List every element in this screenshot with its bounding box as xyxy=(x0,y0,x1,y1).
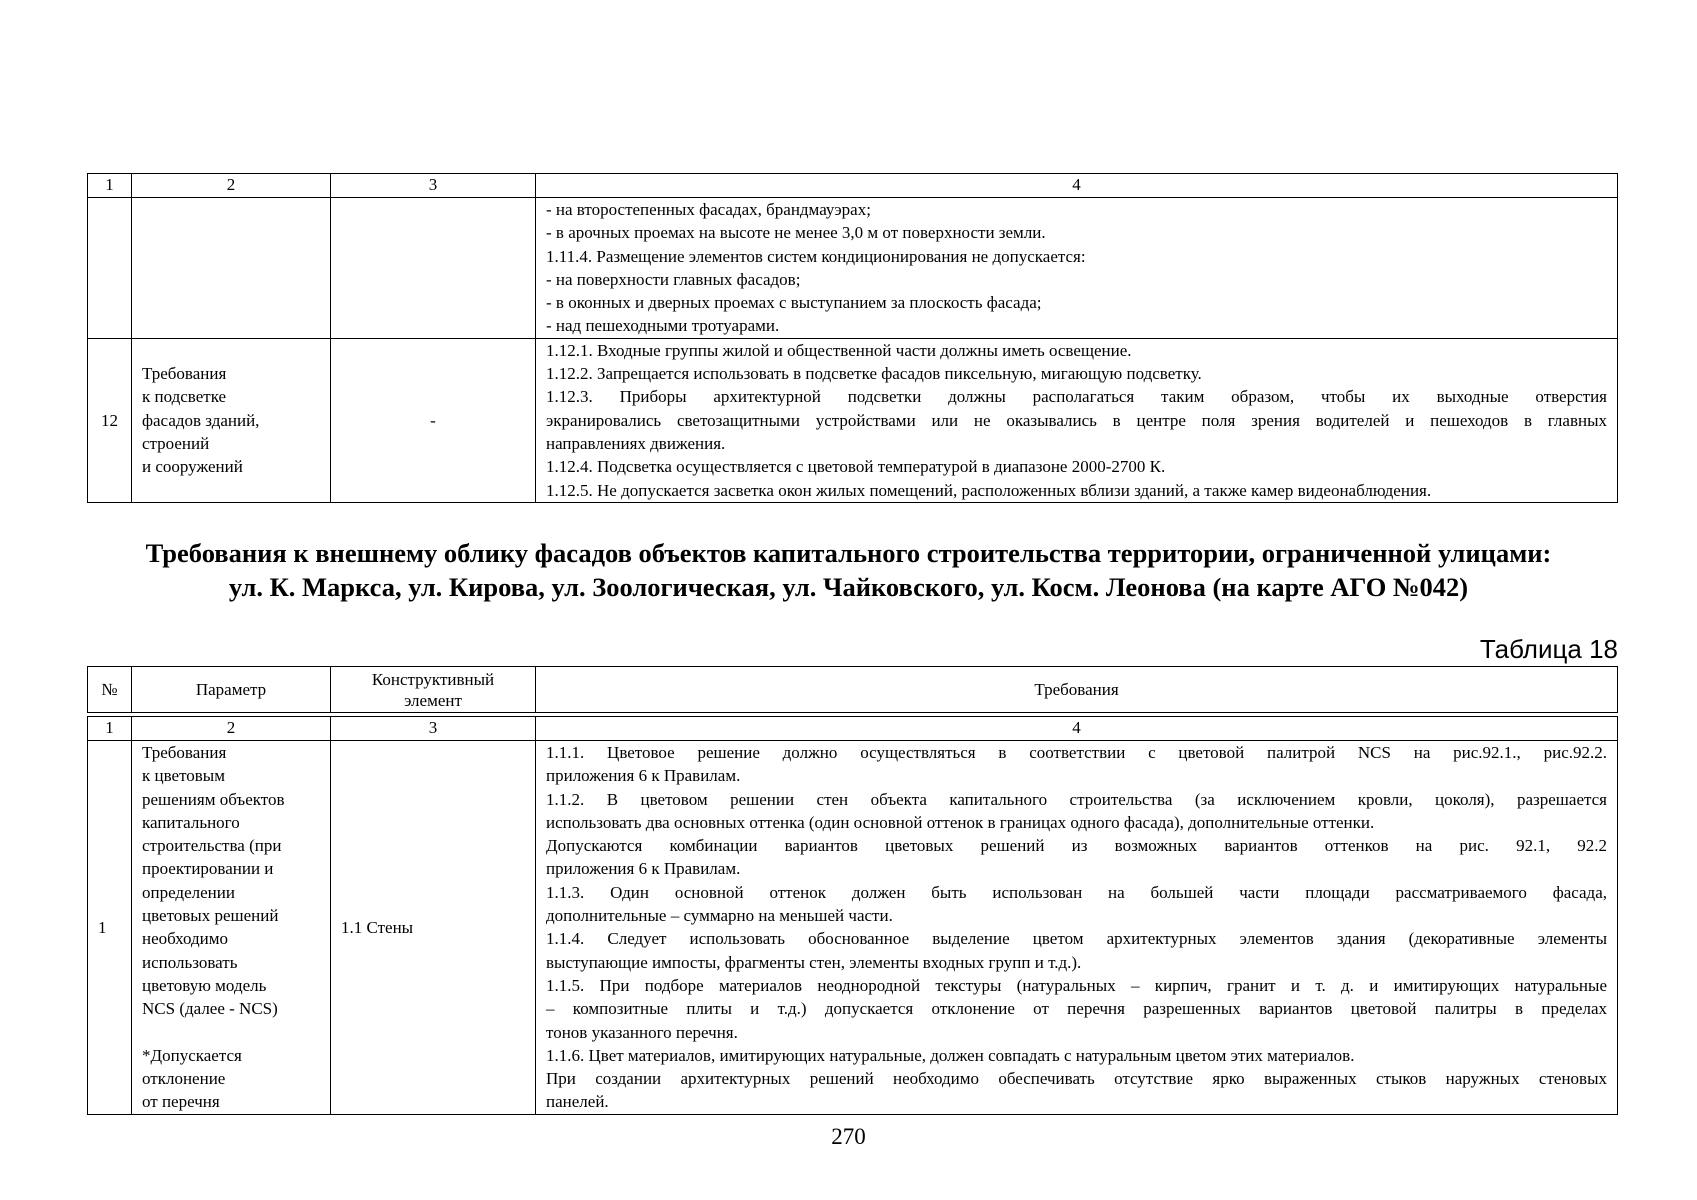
header-element xyxy=(331,667,536,713)
text-line: и сооружений xyxy=(142,457,243,477)
text-line: - на второстепенных фасадах, брандмауэрах; xyxy=(546,200,871,219)
col-number: 4 xyxy=(536,717,1618,741)
col-number: 2 xyxy=(132,174,331,198)
text-line: направлениях движения. xyxy=(546,433,726,453)
text-line: использовать два основных оттенка (один основной оттенок в границах одного фасада), дополнительные оттенки. xyxy=(546,812,1375,832)
header-param: Параметр xyxy=(132,667,331,713)
row-number: 12 xyxy=(88,338,132,502)
row-number: 1 xyxy=(88,741,132,1115)
text-line: строений xyxy=(142,433,210,453)
text-line: Требования xyxy=(142,743,227,762)
text-line: приложения 6 к Правилам. xyxy=(546,859,741,879)
text-line: При создании архитектурных решений необходимо обеспечивать отсутствие ярко выраженных стыков наружных стеновых xyxy=(546,1069,1607,1089)
text-line: дополнительные – суммарно на меньшей части. xyxy=(546,906,893,926)
header-num: № xyxy=(88,667,132,713)
text-line: 1.12.4. Подсветка осуществляется с цветовой температурой в диапазоне 2000-2700 К. xyxy=(546,457,1166,477)
text-line: – композитные плиты и т.д.) допускается отклонение от перечня разрешенных вариантов цветовой палитры в пределах xyxy=(546,999,1607,1019)
continued-table xyxy=(87,173,1618,503)
column-number-row xyxy=(88,174,1618,198)
text-line: тонов указанного перечня. xyxy=(546,1022,738,1042)
header-element-line: элемент xyxy=(404,690,462,710)
cell-empty xyxy=(331,198,536,339)
table-row-12 xyxy=(88,338,1618,502)
text-line: решениям объектов xyxy=(142,789,285,809)
cell-empty xyxy=(88,198,132,339)
text-line: использовать xyxy=(142,952,238,972)
text-line: - в оконных и дверных проемах с выступанием за плоскость фасада; xyxy=(546,293,1042,313)
text-line: выступающие импосты, фрагменты стен, элементы входных групп и т.д.). xyxy=(546,952,1082,972)
text-line: цветовых решений xyxy=(142,906,279,926)
text-line: 1.12.3. Приборы архитектурной подсветки должны располагаться таким образом, чтобы их выходные отверстия xyxy=(546,387,1607,407)
requirements-cell xyxy=(536,338,1618,502)
text-line: отклонение xyxy=(142,1069,226,1089)
text-line: 1.12.2. Запрещается использовать в подсветке фасадов пиксельную, мигающую подсветку. xyxy=(546,364,1202,384)
cell-empty xyxy=(132,198,331,339)
text-line: строительства (при xyxy=(142,836,282,856)
text-line: *Допускается xyxy=(142,1045,242,1065)
text-line: NCS (далее - NCS) xyxy=(142,999,278,1019)
text-line: 1.1.5. При подборе материалов неоднородной текстуры (натуральных – кирпич, гранит и т. д. и имитирующих натуральные xyxy=(546,975,1607,995)
text-line: Требования xyxy=(142,364,227,384)
col-number: 4 xyxy=(536,174,1618,198)
text-line: - над пешеходными тротуарами. xyxy=(546,316,780,336)
text-line: цветовую модель xyxy=(142,975,267,995)
page-number: 270 xyxy=(831,1124,866,1149)
text-line: 1.1.3. Один основной оттенок должен быть использован на большей части площади рассматриваемого фасада, xyxy=(546,882,1607,902)
text-line: 1.1.1. Цветовое решение должно осуществляться в соответствии с цветовой палитрой NCS на рис.92.1., рис.92.2. xyxy=(546,743,1607,762)
text-line: приложения 6 к Правилам. xyxy=(546,766,741,786)
parameter-cell xyxy=(132,338,331,502)
element-cell: - xyxy=(331,338,536,502)
requirements-cell xyxy=(536,198,1618,339)
text-line: к подсветке xyxy=(142,387,227,407)
text-line: проектировании и xyxy=(142,859,274,879)
text-line: определении xyxy=(142,882,235,902)
text-line: - на поверхности главных фасадов; xyxy=(546,269,801,289)
text-line xyxy=(142,1021,320,1044)
table-row-1 xyxy=(88,741,1618,1115)
text-line: Допускаются комбинации вариантов цветовых решений из возможных вариантов оттенков на рис. 92.1, 92.2 xyxy=(546,836,1607,856)
col-number: 3 xyxy=(331,717,536,741)
header-requirements: Требования xyxy=(536,667,1618,713)
heading-line: ул. К. Маркса, ул. Кирова, ул. Зоологическая, ул. Чайковского, ул. Косм. Леонова (на карте АГО №042) xyxy=(228,572,1469,602)
table-row-continued xyxy=(88,198,1618,339)
text-line: необходимо xyxy=(142,929,229,949)
section-heading xyxy=(60,536,1637,604)
header-row xyxy=(88,667,1618,713)
col-number: 1 xyxy=(88,717,132,741)
element-cell: 1.1 Стены xyxy=(331,741,536,1115)
text-line: 1.1.2. В цветовом решении стен объекта капитального строительства (за исключением кровли, цоколя), разрешается xyxy=(546,789,1607,809)
col-number: 2 xyxy=(132,717,331,741)
parameter-cell xyxy=(132,741,331,1115)
text-line: фасадов зданий, xyxy=(142,410,260,430)
table-caption: Таблица 18 xyxy=(1479,634,1618,664)
text-line: 1.12.5. Не допускается засветка окон жилых помещений, расположенных вблизи зданий, а также камер видеонаблюдения. xyxy=(546,480,1432,500)
text-line: от перечня xyxy=(142,1092,220,1112)
text-line: экранировались светозащитными устройствами или не оказывались в центре поля зрения водителей и пешеходов в главных xyxy=(546,410,1607,430)
text-line: - в арочных проемах на высоте не менее 3,0 м от поверхности земли. xyxy=(546,223,1046,243)
text-line: к цветовым xyxy=(142,766,225,786)
text-line: 1.1.4. Следует использовать обоснованное выделение цветом архитектурных элементов здания (декоративные элементы xyxy=(546,929,1607,949)
text-line: панелей. xyxy=(546,1092,609,1112)
col-number: 1 xyxy=(88,174,132,198)
text-line: 1.12.1. Входные группы жилой и общественной части должны иметь освещение. xyxy=(546,340,1132,360)
header-element-line: Конструктивный xyxy=(371,669,495,689)
table-18 xyxy=(87,716,1618,1115)
text-line: 1.1.6. Цвет материалов, имитирующих натуральные, должен совпадать с натуральным цветом этих материалов. xyxy=(546,1045,1355,1065)
column-number-row xyxy=(88,717,1618,741)
text-line: капитального xyxy=(142,812,240,832)
requirements-cell xyxy=(536,741,1618,1115)
col-number: 3 xyxy=(331,174,536,198)
heading-line: Требования к внешнему облику фасадов объектов капитального строительства территории, ограниченной улицами: xyxy=(145,538,1552,568)
table-18-header xyxy=(87,666,1618,713)
text-line: 1.11.4. Размещение элементов систем кондиционирования не допускается: xyxy=(546,246,1086,266)
